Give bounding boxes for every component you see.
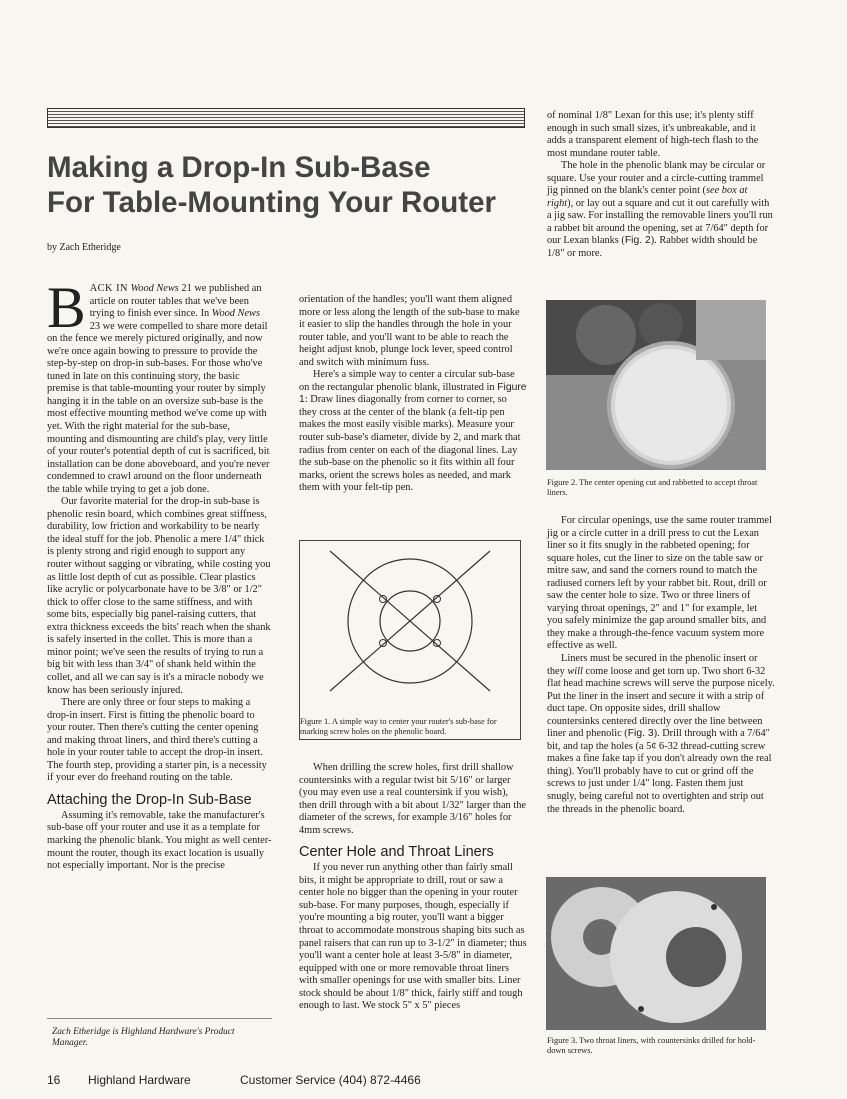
figure-1-diagram bbox=[300, 541, 520, 701]
column-2-bottom bbox=[299, 762, 527, 1013]
paragraph-8: If you never run anything other than fairly small bits, it might be appropriate to drill, rout or saw a center hole no bigger than the opening in your router sub-base. For many purposes, though, especially if you're mounting a big router, you'll want a bigger throat to accommodate monstrous shaping bits such as panel raisers that can run up to 3-1/2" in diameter; thus you'll want a center hole at least 3-5/8" in diameter, equipped with one or more removable throat liners with smaller openings for use with smaller bits. Liner stock should be about 1/8" thick, fairly stiff and tough enough to last. We stock 5" x 5" pieces bbox=[299, 862, 527, 1012]
figure-1-caption: Figure 1. A simple way to center your router's sub-base for marking screw holes on the phenolic board. bbox=[300, 717, 497, 736]
magazine-title: Wood News bbox=[211, 308, 260, 320]
paragraph-2: Our favorite material for the drop-in sub-base is phenolic resin board, which combines great stiffness, durability, low friction and workability to be nearly the ideal stuff for the job. Phenolic a mere 1/4" thick is plenty strong and rigid enough to support any router without sagging or vibrating, while costing you as little lost depth of cut as possible. Clear plastics like acrylic or polycarbonate have to be 3/8" or 1/2" thick to offer close to the same stiffness, and with some bits, especially big panel-raising cutters, that extra thickness exceeds the bits' reach when the shank is safely inserted in the collet. This is more than a minor point; we've seen the results of trying to run a big bit with less than 3/4" of shank held within the collet, and all we can say is it's a miracle nobody we know has been seriously injured. bbox=[47, 496, 271, 696]
header-rule-banner bbox=[47, 108, 525, 128]
paragraph-7: When drilling the screw holes, first drill shallow countersinks with a regular twist bit 5/16" or larger (you may even use a real countersink if you wish), then drill through with a bit about 1/32" larger than the diameter of the screws, for example 3/16" holes for 4mm screws. bbox=[299, 762, 526, 836]
figure-3-ref: Fig. 3 bbox=[627, 728, 654, 740]
column-2-top bbox=[299, 294, 527, 495]
paragraph-3: There are only three or four steps to making a drop-in insert. First is fitting the phenolic board to your router. Then there's cutting the center opening and making throat liners, and third there's cutting a hole in your router table to accept the drop-in insert. The fourth step, providing a starter pin, is a necessity if your ever do freehand routing on the table. bbox=[47, 697, 267, 784]
column-3-middle bbox=[547, 515, 775, 816]
page-number: 16 bbox=[47, 1073, 61, 1087]
figure-3-caption: Figure 3. Two throat liners, with countersinks drilled for hold-down screws. bbox=[547, 1036, 756, 1055]
paragraph-10: The hole in the phenolic blank may be circular or square. Use your router and a circle-cutting trammel jig pinned on the blank's center point (see box at right), or lay out a square and cut it out carefully with a jig saw. For installing the removable liners you'll run a rabbet bit around the opening, set at 7/64" depth for our Lexan blanks (Fig. 2). Rabbet width should be 1/8" or more. bbox=[547, 160, 773, 260]
publication-name: Highland Hardware bbox=[88, 1073, 191, 1087]
figure-2-caption: Figure 2. The center opening cut and rabbetted to accept throat liners. bbox=[547, 478, 758, 497]
paragraph-9: of nominal 1/8" Lexan for this use; it's plenty stiff enough in such small sizes, it's unbreakable, and it adds a transparent element of high-tech flash to the most mundane router table. bbox=[547, 110, 759, 159]
paragraph-6: Here's a simple way to center a circular sub-base on the rectangular phenolic blank, illustrated in Figure 1: Draw lines diagonally from corner to corner, so they cross at the center of the blank (a felt-tip pen makes the most easily visible marks). Measure your router sub-base's diameter, divide by 2, and mark that radius from center on each of the diagonal lines. Lay the sub-base on the phenolic so it fits within all four marks, orient the screws holes as needed, and mark them with your felt-tip pen. bbox=[299, 369, 527, 494]
heading-center-hole: Center Hole and Throat Liners bbox=[299, 844, 494, 861]
paragraph-12: Liners must be secured in the phenolic insert or they will come loose and get torn up. Two short 6-32 flat head machine screws will serve the purpose nicely. Put the liner in the insert and secure it with a strip of duct tape. On opposite sides, drill shallow countersinks centered directly over the line between liner and phenolic (Fig. 3). Drill through with a 7/64" bit, and tap the holes (a 5¢ 6-32 thread-cutting screw makes a fine fake tap if you don't already own the real thing). You'll probably have to cut or grind off the screws to just under 1/4" long. Fasten them just snugly, being careful not to overtighten and strip out the threads in the phenolic board. bbox=[547, 653, 775, 815]
figure-1-ref: Figure 1 bbox=[299, 381, 527, 406]
lead-in: ACK IN bbox=[89, 283, 129, 294]
paragraph-5: orientation of the handles; you'll want them aligned more or less along the length of the sub-base to make it easier to slip the handles through the hole in your router table, and you'll want to be able to reach the height adjust knob, plunge lock lever, speed control and switch with minimum fuss. bbox=[299, 294, 520, 368]
figure-3-photo bbox=[546, 877, 766, 1030]
paragraph-11: For circular openings, use the same router trammel jig or a circle cutter in a drill press to cut the Lexan liner so it fits snugly in the rabbeted opening; for square holes, cut the liner to size on the table saw or mitre saw, and sand the corners round to match the radiused corners left by your rabbet bit. Rout, drill or saw the center hole to size. Two or three liners of varying throat openings, 2" and 1" for example, let you safely minimize the gap around smaller bits, and they make a through-the-fence vacuum system more effective as well. bbox=[547, 515, 772, 652]
title-line-2: For Table-Mounting Your Router bbox=[47, 186, 497, 219]
article-title bbox=[47, 150, 537, 220]
figure-2-photo bbox=[546, 300, 766, 470]
column-1 bbox=[47, 275, 272, 873]
drop-cap: B bbox=[47, 275, 86, 340]
figure-1 bbox=[299, 540, 521, 740]
customer-service: Customer Service (404) 872-4466 bbox=[240, 1073, 421, 1087]
byline: by Zach Etheridge bbox=[47, 242, 121, 253]
footnote-rule bbox=[47, 1018, 272, 1019]
title-line-1: Making a Drop-In Sub-Base bbox=[47, 151, 431, 184]
column-3-top bbox=[547, 110, 775, 261]
figure-2-ref: Fig. 2 bbox=[624, 235, 651, 247]
paragraph-4: Assuming it's removable, take the manufacturer's sub-base off your router and use it as a template for marking the phenolic blank. You might as well center-mount the router, though its exact location is usually not especially important. Nor is the precise bbox=[47, 809, 272, 872]
heading-attaching: Attaching the Drop-In Sub-Base bbox=[47, 791, 252, 808]
paragraph-1: B ACK IN Wood News 21 we published an article on router tables that we've been trying to finish ever since. In Wood News 23 we were compelled to share more detail on the fence we merely pictured originally, and now we're once again bowing to pressure to provide the step-by-step on drop-in sub-bases. For those who've tuned in late on this continuing story, the basic premise is that table-mounting your router by simply hanging it in the table on an oversize sub-base is the most effective mounting method we've come up with yet. With the right material for the sub-base, mounting and dismounting are child's play, very little of your router's potential depth of cut is sacrificed, bit installation can be done aboveboard, and you're never condemned to crawl around on the floor underneath the table while trying to get a job done. bbox=[47, 275, 270, 495]
author-footnote: Zach Etheridge is Highland Hardware's Product Manager. bbox=[52, 1027, 235, 1048]
magazine-title: Wood News bbox=[130, 283, 179, 294]
